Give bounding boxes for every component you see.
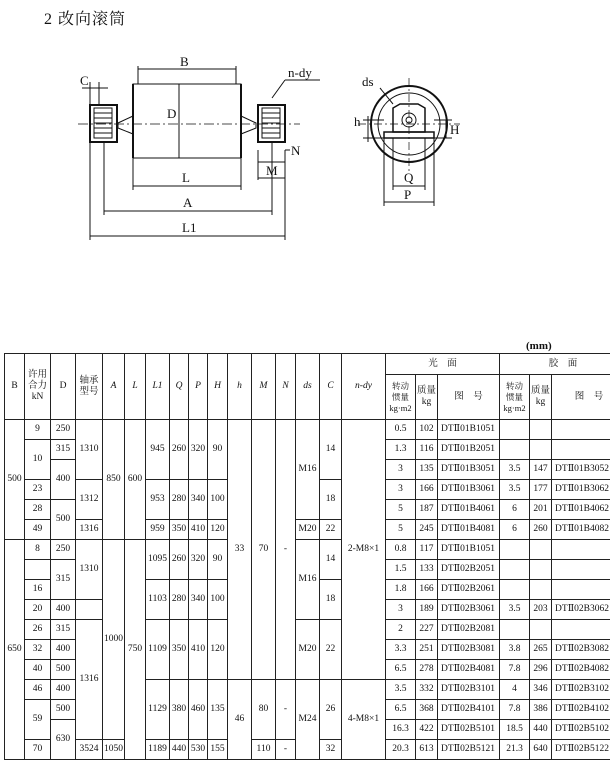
cell-D: 250 (51, 540, 76, 560)
cell-C: 18 (320, 480, 342, 520)
cell-L1: 945 (146, 420, 170, 480)
th-light-inertia (386, 375, 416, 420)
label-D: D (167, 106, 177, 121)
cell-li: 3.3 (386, 640, 416, 660)
cell-load: 28 (25, 500, 51, 520)
cell-bearing: 1312 (76, 480, 103, 520)
th-load-3: kN (31, 392, 44, 402)
cell-ld: DTⅡ01B1051 (438, 420, 500, 440)
cell-lm: 189 (416, 600, 438, 620)
cell-D: 315 (51, 440, 76, 460)
label-h: h (354, 114, 361, 129)
cell-bearing: 1310 (76, 540, 103, 600)
th-light-drawing: 图 号 (438, 375, 500, 420)
label-M: M (266, 163, 278, 178)
cell-load (25, 560, 51, 580)
cell-rd: DTⅡ02B3082 (552, 640, 610, 660)
cell-P: 340 (189, 480, 208, 520)
th-light-surface: 光 面 (386, 354, 500, 375)
cell-D: 400 (51, 600, 76, 620)
cell-rm: 640 (530, 740, 552, 760)
cell-lm: 245 (416, 520, 438, 540)
cell-ld: DTⅡ01B2051 (438, 440, 500, 460)
cell-P: 460 (189, 680, 208, 740)
cell-rm: 203 (530, 600, 552, 620)
cell-ri: 3.8 (500, 640, 530, 660)
cell-lm: 332 (416, 680, 438, 700)
cell-C: 22 (320, 620, 342, 680)
th-H: H (208, 354, 228, 420)
cell-M: 70 (252, 420, 276, 680)
cell-rm: 346 (530, 680, 552, 700)
cell-lm: 422 (416, 720, 438, 740)
cell-L1: 1103 (146, 580, 170, 620)
th-bearing-1: 轴承 (79, 375, 99, 386)
th-load-2: 合力 (27, 381, 47, 391)
cell-ri: 4 (500, 680, 530, 700)
cell-P: 340 (189, 580, 208, 620)
cell-ld: DTⅡ02B3101 (438, 680, 500, 700)
cell-P: 320 (189, 540, 208, 580)
cell-ds: M16 (296, 540, 320, 620)
cell-L: 750 (125, 540, 146, 760)
cell-L1: 1095 (146, 540, 170, 580)
th-rubber-drawing: 图 号 (552, 375, 610, 420)
cell-C: 32 (320, 740, 342, 760)
cell-rm: 440 (530, 720, 552, 740)
cell-rd: DTⅡ02B4102 (552, 700, 610, 720)
cell-ld: DTⅡ02B5121 (438, 740, 500, 760)
th-L1: L1 (146, 354, 170, 420)
th-rubber-inertia (500, 375, 530, 420)
cell-lm: 166 (416, 580, 438, 600)
label-N: N (291, 143, 301, 158)
table-row (5, 420, 610, 440)
cell-load: 59 (25, 700, 51, 740)
cell-rm: 386 (530, 700, 552, 720)
cell-ri (500, 420, 530, 440)
cell-C: 18 (320, 580, 342, 620)
cell-L1: 1109 (146, 620, 170, 680)
cell-B: 500 (5, 420, 25, 540)
table-row (5, 520, 610, 540)
cell-ds: M20 (296, 520, 320, 540)
th-light-mass-1: 质量 (416, 386, 436, 396)
cell-li: 3.5 (386, 680, 416, 700)
cell-lm: 133 (416, 560, 438, 580)
cell-ld: DTⅡ02B2061 (438, 580, 500, 600)
cell-rd: DTⅡ02B4082 (552, 660, 610, 680)
cell-ri (500, 440, 530, 460)
cell-ld: DTⅡ02B4081 (438, 660, 500, 680)
cell-bearing (76, 600, 103, 620)
cell-L: 600 (125, 420, 146, 540)
cell-ld: DTⅡ02B4101 (438, 700, 500, 720)
cell-C: 14 (320, 420, 342, 480)
pulley-drawing (0, 0, 610, 260)
cell-rd: DTⅡ02B3102 (552, 680, 610, 700)
cell-rm (530, 560, 552, 580)
cell-rd (552, 620, 610, 640)
cell-A: 850 (103, 420, 125, 540)
cell-L1: 953 (146, 480, 170, 520)
cell-ri: 7.8 (500, 700, 530, 720)
cell-ri: 6 (500, 500, 530, 520)
cell-bearing: 3524 (76, 740, 103, 760)
cell-ri: 18.5 (500, 720, 530, 740)
th-rubber-inertia-3: kg·m2 (503, 402, 526, 413)
spec-table-body (5, 420, 610, 760)
table-row (5, 620, 610, 640)
cell-bearing: 1316 (76, 620, 103, 740)
label-L: L (182, 170, 190, 185)
cell-ri (500, 580, 530, 600)
cell-lm: 135 (416, 460, 438, 480)
th-B: B (5, 354, 25, 420)
cell-li: 5 (386, 520, 416, 540)
cell-lm: 613 (416, 740, 438, 760)
cell-load: 23 (25, 480, 51, 500)
cell-ri: 21.3 (500, 740, 530, 760)
th-rubber-mass-1: 质量 (531, 386, 551, 396)
th-light-inertia-1: 转动 (391, 380, 409, 391)
cell-Q: 260 (170, 420, 189, 480)
cell-H: 120 (208, 620, 228, 680)
cell-rm: 260 (530, 520, 552, 540)
cell-ri (500, 560, 530, 580)
th-rubber-inertia-2: 惯量 (506, 391, 524, 402)
cell-ndy: 4-M8×1 (342, 680, 386, 760)
cell-D: 315 (51, 560, 76, 600)
cell-rd: DTⅡ02B5122 (552, 740, 610, 760)
cell-D: 400 (51, 640, 76, 660)
cell-D: 500 (51, 700, 76, 720)
cell-load: 20 (25, 600, 51, 620)
cell-rd (552, 440, 610, 460)
cell-ri: 3.5 (500, 480, 530, 500)
cell-rm (530, 420, 552, 440)
label-ds: ds (362, 74, 374, 89)
cell-rm: 147 (530, 460, 552, 480)
cell-lm: 251 (416, 640, 438, 660)
label-C: C (80, 73, 89, 88)
th-P: P (189, 354, 208, 420)
cell-Q: 440 (170, 740, 189, 760)
cell-rd (552, 540, 610, 560)
cell-H: 135 (208, 680, 228, 740)
th-N: N (276, 354, 296, 420)
cell-li: 6.5 (386, 660, 416, 680)
cell-rd: DTⅡ02B5102 (552, 720, 610, 740)
cell-li: 3 (386, 600, 416, 620)
cell-B: 650 (5, 540, 25, 760)
label-H: H (450, 122, 460, 137)
cell-load: 9 (25, 420, 51, 440)
cell-lm: 116 (416, 440, 438, 460)
cell-H: 155 (208, 740, 228, 760)
cell-rd: DTⅡ01B3052 (552, 460, 610, 480)
cell-rd (552, 560, 610, 580)
cell-ds: M16 (296, 420, 320, 520)
label-A: A (183, 195, 193, 210)
cell-rm: 177 (530, 480, 552, 500)
cell-N: - (276, 420, 296, 680)
cell-li: 1.5 (386, 560, 416, 580)
th-load-1: 许用 (27, 370, 47, 380)
cell-Q: 280 (170, 480, 189, 520)
cell-li: 16.3 (386, 720, 416, 740)
cell-A: 1000 (103, 540, 125, 740)
th-M: M (252, 354, 276, 420)
cell-rd: DTⅡ01B4082 (552, 520, 610, 540)
th-ndy: n-dy (342, 354, 386, 420)
th-L: L (125, 354, 146, 420)
cell-li: 0.8 (386, 540, 416, 560)
th-D: D (51, 354, 76, 420)
th-h: h (228, 354, 252, 420)
cell-bearing: 1310 (76, 420, 103, 480)
cell-ri: 3.5 (500, 460, 530, 480)
cell-rm (530, 580, 552, 600)
th-A: A (103, 354, 125, 420)
shaft-left (118, 116, 133, 134)
spec-table (4, 353, 610, 760)
page-title: 2 改向滚筒 (44, 11, 127, 28)
cell-load: 70 (25, 740, 51, 760)
cell-Q: 350 (170, 620, 189, 680)
cell-ld: DTⅡ02B2051 (438, 560, 500, 580)
cell-rd: DTⅡ01B4062 (552, 500, 610, 520)
cell-lm: 166 (416, 480, 438, 500)
table-row (5, 540, 610, 560)
cell-load: 49 (25, 520, 51, 540)
cell-ld: DTⅡ01B3061 (438, 480, 500, 500)
label-n-dy: n-dy (288, 65, 312, 80)
cell-Q: 280 (170, 580, 189, 620)
cell-lm: 102 (416, 420, 438, 440)
cell-L1: 1129 (146, 680, 170, 740)
cell-load: 16 (25, 580, 51, 600)
cell-D: 400 (51, 460, 76, 500)
cell-ri (500, 620, 530, 640)
cell-H: 100 (208, 480, 228, 520)
cell-H: 100 (208, 580, 228, 620)
cell-load: 46 (25, 680, 51, 700)
label-Q: Q (404, 170, 414, 185)
cell-P: 410 (189, 620, 208, 680)
cell-M: 110 (252, 740, 276, 760)
cell-N: - (276, 740, 296, 760)
cell-Q: 380 (170, 680, 189, 740)
cell-load: 40 (25, 660, 51, 680)
cell-ds: M24 (296, 680, 320, 760)
cell-li: 0.5 (386, 420, 416, 440)
cell-P: 320 (189, 420, 208, 480)
cell-A: 1050 (103, 740, 125, 760)
cell-load: 8 (25, 540, 51, 560)
shaft-right (241, 116, 256, 134)
cell-H: 90 (208, 420, 228, 480)
cell-M: 80 (252, 680, 276, 740)
cell-D: 315 (51, 620, 76, 640)
cell-ld: DTⅡ02B3061 (438, 600, 500, 620)
cell-ld: DTⅡ01B3051 (438, 460, 500, 480)
th-rubber-surface: 胶 面 (500, 354, 610, 375)
cell-D: 500 (51, 500, 76, 540)
cell-ri (500, 540, 530, 560)
cell-li: 1.8 (386, 580, 416, 600)
cell-ri: 6 (500, 520, 530, 540)
th-rubber-mass (530, 375, 552, 420)
cell-rm (530, 620, 552, 640)
th-light-mass (416, 375, 438, 420)
cell-ld: DTⅡ02B5101 (438, 720, 500, 740)
cell-li: 3 (386, 480, 416, 500)
cell-li: 6.5 (386, 700, 416, 720)
cell-load: 32 (25, 640, 51, 660)
label-L1: L1 (182, 220, 197, 235)
th-rubber-inertia-1: 转动 (506, 380, 524, 391)
label-P: P (404, 187, 412, 202)
cell-D: 400 (51, 680, 76, 700)
cell-rm: 296 (530, 660, 552, 680)
cell-lm: 368 (416, 700, 438, 720)
th-light-inertia-2: 惯量 (391, 391, 409, 402)
cell-lm: 227 (416, 620, 438, 640)
cell-li: 20.3 (386, 740, 416, 760)
cell-ri: 3.5 (500, 600, 530, 620)
cell-ds: M20 (296, 620, 320, 680)
th-rubber-mass-2: kg (535, 397, 546, 407)
th-Q: Q (170, 354, 189, 420)
cell-P: 530 (189, 740, 208, 760)
th-bearing (76, 354, 103, 420)
cell-rd: DTⅡ02B3062 (552, 600, 610, 620)
cell-li: 3 (386, 460, 416, 480)
cell-lm: 187 (416, 500, 438, 520)
cell-ld: DTⅡ01B1051 (438, 540, 500, 560)
unit-label: (mm) (526, 340, 552, 352)
cell-li: 1.3 (386, 440, 416, 460)
cell-h: 46 (228, 680, 252, 760)
cell-N: - (276, 680, 296, 740)
cell-C: 26 (320, 680, 342, 740)
cell-L1: 959 (146, 520, 170, 540)
cell-ld: DTⅡ02B3081 (438, 640, 500, 660)
cell-H: 120 (208, 520, 228, 540)
cell-rm: 201 (530, 500, 552, 520)
cell-rd (552, 420, 610, 440)
cell-Q: 260 (170, 540, 189, 580)
label-B: B (180, 54, 189, 69)
cell-rm (530, 540, 552, 560)
cell-rm: 265 (530, 640, 552, 660)
cell-rm (530, 440, 552, 460)
cell-rd (552, 580, 610, 600)
cell-lm: 278 (416, 660, 438, 680)
cell-bearing: 1316 (76, 520, 103, 540)
drum-body (133, 84, 241, 158)
cell-ndy: 2-M8×1 (342, 420, 386, 680)
cell-li: 5 (386, 500, 416, 520)
th-load (25, 354, 51, 420)
th-ds: ds (296, 354, 320, 420)
cell-rd: DTⅡ01B3062 (552, 480, 610, 500)
cell-ld: DTⅡ01B4081 (438, 520, 500, 540)
cell-load: 10 (25, 440, 51, 480)
cell-D: 500 (51, 660, 76, 680)
cell-Q: 350 (170, 520, 189, 540)
th-light-inertia-3: kg·m2 (389, 402, 412, 413)
cell-load: 26 (25, 620, 51, 640)
cell-C: 22 (320, 520, 342, 540)
cell-h: 33 (228, 420, 252, 680)
cell-ld: DTⅡ02B2081 (438, 620, 500, 640)
cell-lm: 117 (416, 540, 438, 560)
th-C: C (320, 354, 342, 420)
th-bearing-2: 型号 (79, 386, 99, 397)
cell-P: 410 (189, 520, 208, 540)
cell-D: 630 (51, 720, 76, 760)
cell-C: 14 (320, 540, 342, 580)
cell-li: 2 (386, 620, 416, 640)
th-light-mass-2: kg (421, 397, 432, 407)
cell-D: 250 (51, 420, 76, 440)
cell-ld: DTⅡ01B4061 (438, 500, 500, 520)
cell-L1: 1189 (146, 740, 170, 760)
cell-ri: 7.8 (500, 660, 530, 680)
cell-H: 90 (208, 540, 228, 580)
